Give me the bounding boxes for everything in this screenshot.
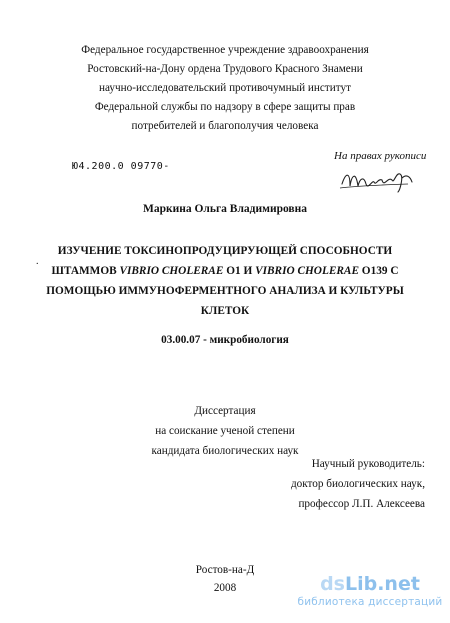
- title-italic: VIBRIO CHOLERAE: [255, 265, 359, 277]
- advisor-line: доктор биологических наук,: [290, 478, 425, 490]
- title-line: ИЗУЧЕНИЕ ТОКСИНОПРОДУЦИРУЮЩЕЙ СПОСОБНОСТИ: [57, 245, 393, 257]
- library-stamp-code: Ю4.200.0 09770-: [72, 161, 170, 172]
- title-text: O1 И: [223, 265, 256, 277]
- city: Ростов-на-Д: [195, 564, 255, 576]
- title-line: КЛЕТОК: [200, 305, 250, 317]
- dissertation-line: кандидата биологических наук: [151, 445, 299, 457]
- institution-line: Ростовский-на-Дону ордена Трудового Красного Знамени: [87, 63, 363, 75]
- title-line: ПОМОЩЬЮ ИММУНОФЕРМЕНТНОГО АНАЛИЗА И КУЛЬТУРЫ: [46, 285, 404, 297]
- institution-line: Федеральное государственное учреждение здравоохранения: [81, 44, 369, 56]
- rights-note: На правах рукописи: [334, 150, 427, 162]
- watermark-subtitle: библиотека диссертаций: [297, 596, 443, 608]
- stray-mark: .: [36, 256, 39, 267]
- institution-header: [0, 41, 450, 136]
- title-text: ШТАММОВ: [51, 265, 120, 277]
- watermark-title: [295, 573, 445, 595]
- title-italic: VIBRIO CHOLERAE: [119, 265, 224, 277]
- title-text: O139 С: [358, 265, 399, 277]
- watermark-ds: ds: [320, 573, 345, 595]
- watermark-logo: [295, 573, 445, 609]
- title-line: [0, 261, 450, 281]
- author-name: Маркина Ольга Владимировна: [142, 203, 308, 215]
- institution-line: потребителей и благополучия человека: [131, 120, 319, 132]
- advisor-line: профессор Л.П. Алексеева: [298, 498, 425, 510]
- dissertation-info: [0, 401, 450, 461]
- dissertation-line: Диссертация: [194, 405, 256, 417]
- institution-line: Федеральной службы по надзору в сфере защиты прав: [94, 101, 356, 113]
- year: 2008: [213, 582, 237, 594]
- specialty-code: 03.00.07 - микробиология: [161, 334, 289, 346]
- thesis-title: [0, 241, 450, 321]
- advisor-line: Научный руководитель:: [311, 458, 425, 470]
- advisor-block: [260, 454, 425, 514]
- dissertation-line: на соискание ученой степени: [155, 425, 295, 437]
- signature-image: [338, 164, 416, 194]
- institution-line: научно-исследовательский противочумный институт: [99, 82, 351, 94]
- watermark-lib: Lib.net: [344, 573, 420, 595]
